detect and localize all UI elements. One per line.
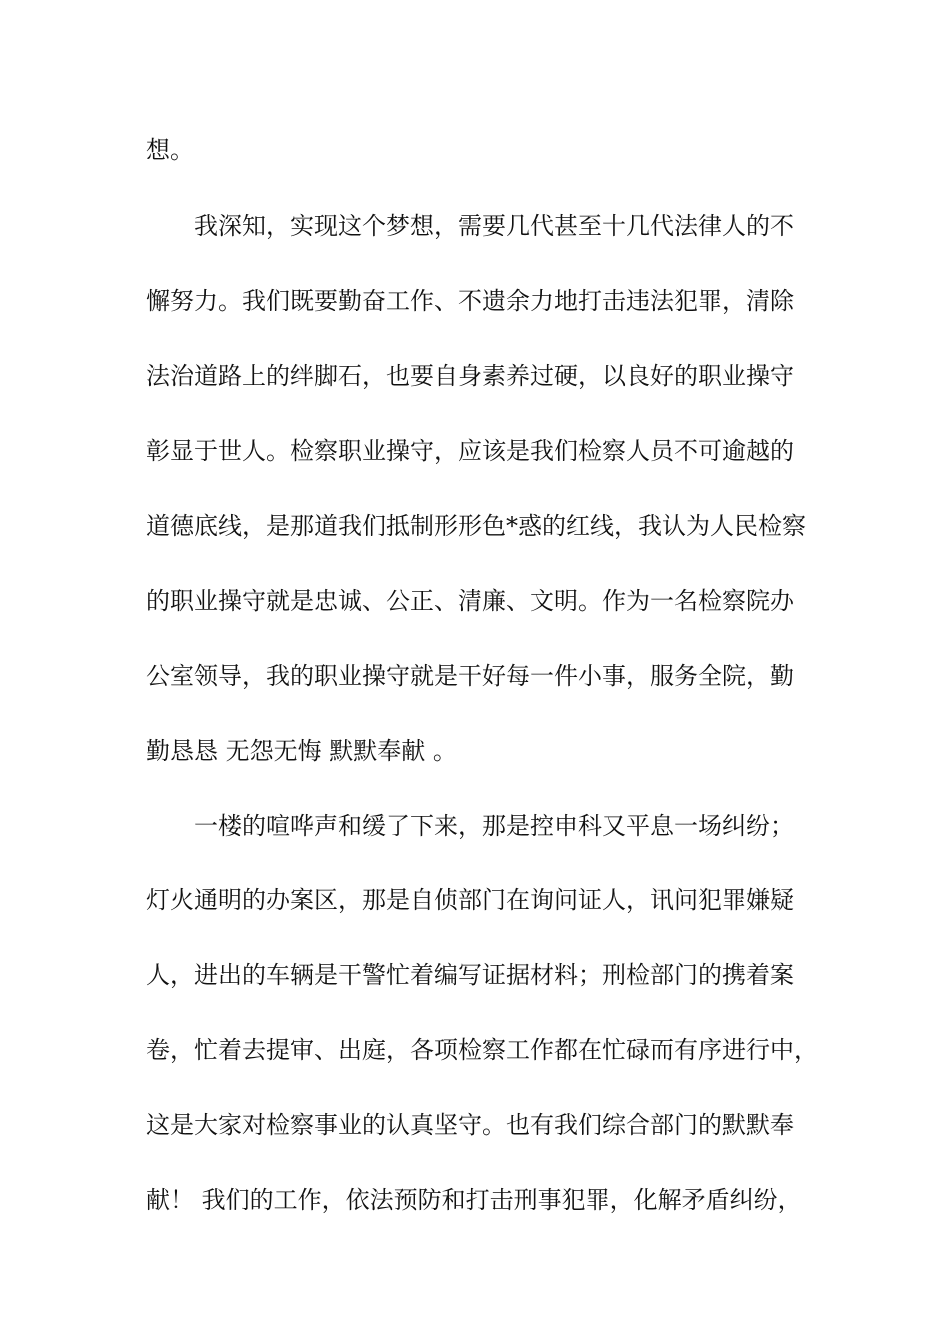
text-line: 献！ 我们的工作，依法预防和打击刑事犯罪，化解矛盾纠纷，: [146, 1186, 802, 1214]
text-line: 灯火通明的办案区，那是自侦部门在询问证人，讯问犯罪嫌疑: [146, 886, 794, 914]
text-line: 懈努力。我们既要勤奋工作、不遗余力地打击违法犯罪，清除: [146, 287, 794, 315]
text-line: 这是大家对检察事业的认真坚守。也有我们综合部门的默默奉: [146, 1111, 794, 1139]
paragraph-first-line: 一楼的喧哗声和缓了下来，那是控申科又平息一场纠纷；: [194, 812, 794, 840]
text-line: 公室领导，我的职业操守就是干好每一件小事，服务全院，勤: [146, 662, 794, 690]
text-line: 人，进出的车辆是干警忙着编写证据材料；刑检部门的携着案: [146, 961, 794, 989]
text-line: 想。: [146, 136, 194, 164]
text-line: 彰显于世人。检察职业操守，应该是我们检察人员不可逾越的: [146, 437, 794, 465]
text-line: 道德底线，是那道我们抵制形形色*惑的红线，我认为人民检察: [146, 512, 806, 540]
paragraph-first-line: 我深知，实现这个梦想，需要几代甚至十几代法律人的不: [194, 212, 794, 240]
text-line: 卷，忙着去提审、出庭，各项检察工作都在忙碌而有序进行中，: [146, 1036, 818, 1064]
text-line: 的职业操守就是忠诚、公正、清廉、文明。作为一名检察院办: [146, 587, 794, 615]
text-line: 勤恳恳 无怨无悔 默默奉献 。: [146, 737, 457, 765]
text-line: 法治道路上的绊脚石，也要自身素养过硬，以良好的职业操守: [146, 362, 794, 390]
